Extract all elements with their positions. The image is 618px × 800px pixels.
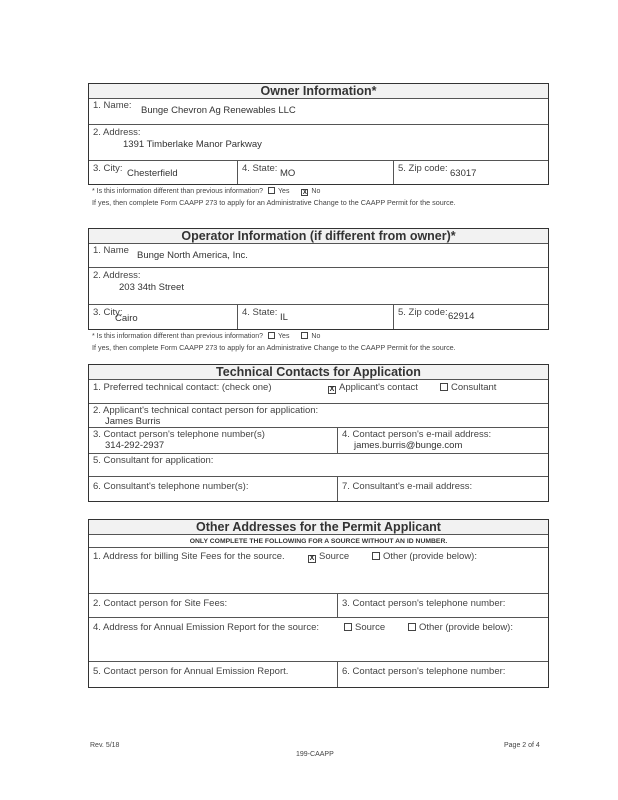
operator-city-value: Cairo	[115, 313, 138, 324]
emission-report-address-label: 4. Address for Annual Emission Report for the source:	[93, 622, 320, 633]
emission-contact-row	[89, 661, 548, 687]
site-fees-phone-field[interactable]	[337, 594, 548, 617]
billing-address-field[interactable]	[89, 547, 548, 593]
other-addresses-title: Other Addresses for the Permit Applicant	[89, 520, 548, 534]
applicant-person-label: 2. Applicant's technical contact person for application:	[93, 405, 319, 416]
billing-source-label: Source	[319, 551, 350, 562]
emission-contact-field[interactable]	[89, 662, 337, 687]
form-number: 199-CAAPP	[296, 751, 334, 758]
contact-phone-field[interactable]	[89, 428, 337, 453]
owner-address-value: 1391 Timberlake Manor Parkway	[123, 139, 262, 150]
operator-zip-label: 5. Zip code:	[398, 307, 448, 318]
operator-state-value: IL	[280, 312, 288, 323]
revision-label: Rev. 5/18	[90, 742, 120, 749]
technical-contacts-section	[88, 364, 549, 502]
contact-email-field[interactable]	[337, 428, 548, 453]
other-addresses-subtitle-text: ONLY COMPLETE THE FOLLOWING FOR A SOURCE WITHOUT AN ID NUMBER.	[189, 538, 448, 545]
operator-city-field[interactable]	[89, 305, 237, 329]
owner-zip-label: 5. Zip code:	[398, 163, 448, 174]
consultant-email-label: 7. Consultant's e-mail address:	[342, 481, 473, 492]
operator-information-title: Operator Information (if different from owner)*	[89, 229, 548, 243]
applicant-person-value: James Burris	[105, 416, 161, 427]
owner-question-text: * Is this information different than previous information?	[92, 188, 264, 195]
site-fees-contact-label: 2. Contact person for Site Fees:	[93, 598, 228, 609]
operator-zip-field[interactable]	[393, 305, 548, 329]
operator-yes-label: Yes	[278, 333, 290, 340]
owner-zip-field[interactable]	[393, 161, 548, 184]
emission-phone-field[interactable]	[337, 662, 548, 687]
emission-report-address-field[interactable]	[89, 617, 548, 661]
operator-name-value: Bunge North America, Inc.	[137, 250, 248, 261]
operator-location-row	[89, 304, 548, 329]
billing-source-option	[305, 551, 349, 563]
owner-name-label: 1. Name:	[93, 100, 132, 111]
site-fees-phone-label: 3. Contact person's telephone number:	[342, 598, 506, 609]
consultant-field[interactable]	[89, 453, 548, 476]
operator-no-label: No	[311, 333, 321, 340]
billing-other-option	[369, 551, 477, 562]
operator-name-label: 1. Name	[93, 245, 129, 256]
technical-contacts-title: Technical Contacts for Application	[89, 365, 548, 379]
contact-phone-label: 3. Contact person's telephone number(s)	[93, 429, 265, 440]
owner-no-label: No	[311, 188, 321, 195]
contact-phone-value: 314-292-2937	[105, 440, 165, 451]
applicant-contact-option	[325, 382, 418, 394]
owner-location-row	[89, 160, 548, 184]
operator-address-field[interactable]	[89, 267, 548, 304]
emission-phone-label: 6. Contact person's telephone number:	[342, 666, 506, 677]
emission-source-checkbox[interactable]	[344, 623, 352, 631]
consultant-phone-label: 6. Consultant's telephone number(s):	[93, 481, 249, 492]
owner-state-value: MO	[280, 168, 296, 179]
consultant-label: Consultant	[451, 382, 497, 393]
owner-instruction: If yes, then complete Form CAAPP 273 to apply for an Administrative Change to the CAAPP Permit for the source.	[92, 198, 456, 207]
owner-zip-value: 63017	[450, 168, 477, 179]
billing-other-checkbox[interactable]	[372, 552, 380, 560]
consultant-phone-email-row	[89, 476, 548, 501]
owner-city-value: Chesterfield	[127, 168, 178, 179]
operator-information-section	[88, 228, 549, 330]
applicant-person-field[interactable]	[89, 403, 548, 427]
emission-source-option	[341, 622, 385, 633]
emission-source-label: Source	[355, 622, 386, 633]
operator-instruction: If yes, then complete Form CAAPP 273 to apply for an Administrative Change to the CAAPP Permit for the source.	[92, 343, 456, 352]
other-addresses-section	[88, 519, 549, 688]
owner-no-checkbox[interactable]: X	[302, 190, 307, 196]
operator-address-value: 203 34th Street	[119, 282, 184, 293]
operator-yes-checkbox[interactable]	[268, 332, 275, 339]
preferred-contact-row	[89, 379, 548, 403]
operator-zip-value: 62914	[448, 311, 475, 322]
site-fees-contact-row	[89, 593, 548, 617]
owner-name-field[interactable]	[89, 98, 548, 124]
emission-other-label: Other (provide below):	[419, 622, 513, 633]
owner-state-label: 4. State:	[242, 163, 278, 174]
consultant-option	[437, 382, 496, 393]
contact-phone-email-row	[89, 427, 548, 453]
operator-state-field[interactable]	[237, 305, 393, 329]
consultant-field-label: 5. Consultant for application:	[93, 455, 214, 466]
contact-email-label: 4. Contact person's e-mail address:	[342, 429, 492, 440]
operator-no-checkbox[interactable]	[301, 332, 308, 339]
owner-name-value: Bunge Chevron Ag Renewables LLC	[141, 105, 296, 116]
owner-change-question	[92, 187, 320, 196]
owner-information-title: Owner Information*	[89, 84, 548, 98]
operator-change-question	[92, 332, 320, 340]
owner-city-field[interactable]	[89, 161, 237, 184]
site-fees-contact-field[interactable]	[89, 594, 337, 617]
owner-state-field[interactable]	[237, 161, 393, 184]
billing-source-checkbox[interactable]: X	[309, 555, 315, 562]
consultant-email-field[interactable]	[337, 477, 548, 501]
applicant-contact-checkbox[interactable]: X	[329, 386, 335, 393]
contact-email-value: james.burris@bunge.com	[354, 440, 463, 451]
consultant-phone-field[interactable]	[89, 477, 337, 501]
operator-address-label: 2. Address:	[93, 270, 141, 281]
emission-contact-label: 5. Contact person for Annual Emission Report.	[93, 666, 289, 677]
owner-information-section	[88, 83, 549, 185]
owner-address-field[interactable]	[89, 124, 548, 160]
billing-address-label: 1. Address for billing Site Fees for the source.	[93, 551, 285, 562]
operator-city-label: 3. City:	[93, 307, 123, 318]
emission-other-option	[405, 622, 513, 633]
operator-state-label: 4. State:	[242, 307, 278, 318]
operator-name-field[interactable]	[89, 243, 548, 267]
owner-yes-label: Yes	[278, 188, 290, 195]
other-addresses-subtitle	[89, 534, 548, 547]
owner-city-label: 3. City:	[93, 163, 123, 174]
operator-question-text: * Is this information different than previous information?	[92, 333, 264, 340]
billing-other-label: Other (provide below):	[383, 551, 477, 562]
consultant-checkbox[interactable]	[440, 383, 448, 391]
emission-other-checkbox[interactable]	[408, 623, 416, 631]
preferred-contact-label: 1. Preferred technical contact: (check one)	[93, 382, 272, 393]
applicant-contact-label: Applicant's contact	[339, 382, 418, 393]
page-number: Page 2 of 4	[504, 742, 540, 749]
owner-yes-checkbox[interactable]	[268, 187, 275, 194]
owner-address-label: 2. Address:	[93, 127, 141, 138]
